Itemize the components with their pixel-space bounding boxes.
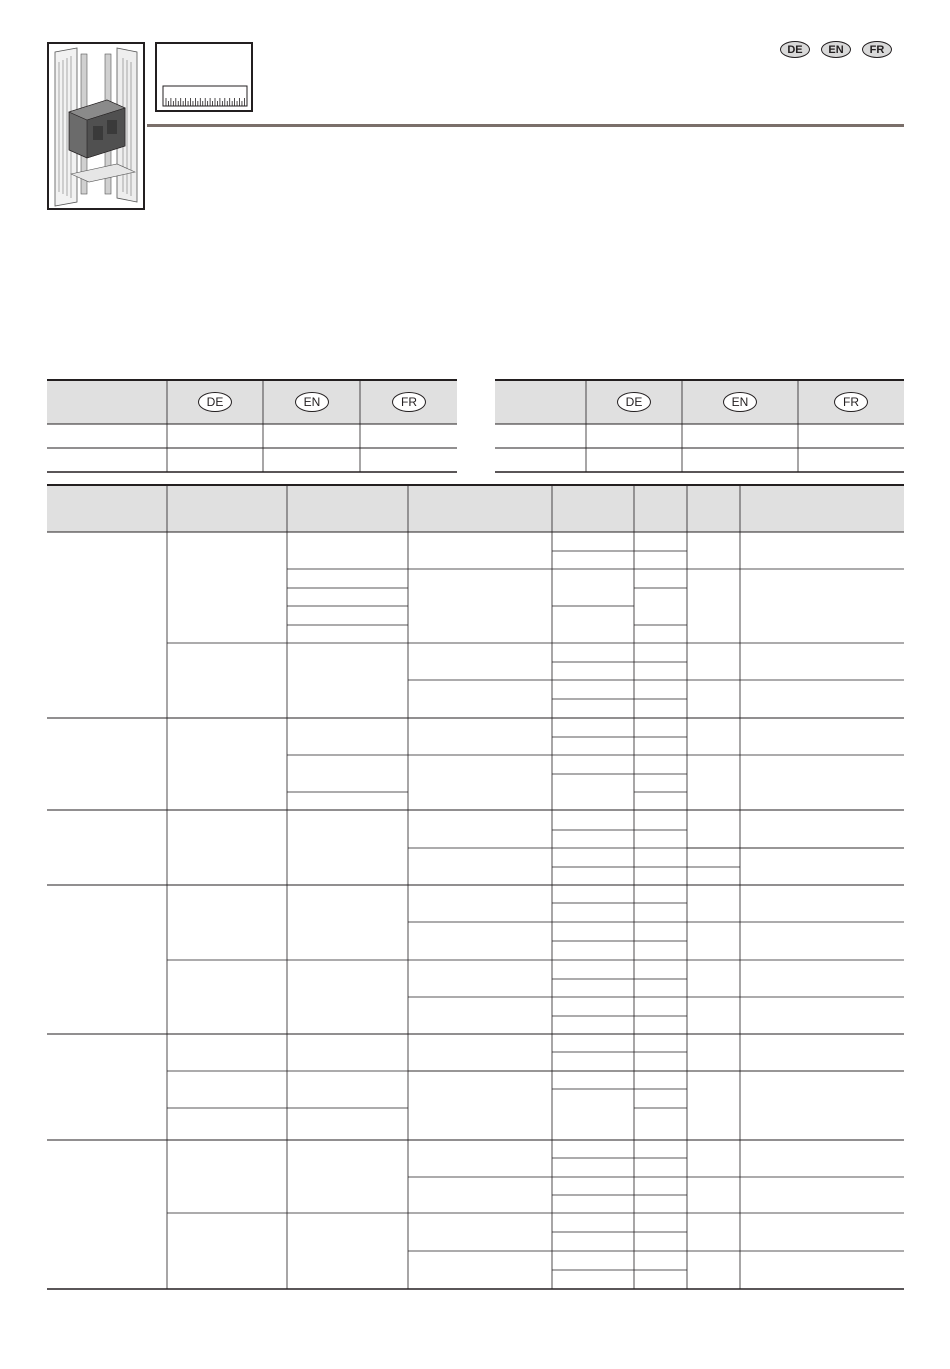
product-illustration — [47, 42, 145, 210]
title-rule — [147, 124, 904, 127]
language-badge-fr: FR — [862, 41, 892, 58]
language-badge-en: EN — [821, 41, 851, 58]
specification-table — [47, 484, 904, 1290]
language-badge-en: EN — [723, 392, 757, 412]
language-badge-fr: FR — [834, 392, 868, 412]
language-table-right — [495, 379, 904, 473]
language-badge-de: DE — [198, 392, 232, 412]
language-badge-de: DE — [780, 41, 810, 58]
language-badge-en: EN — [295, 392, 329, 412]
ruler-icon — [157, 44, 251, 110]
language-badges — [780, 41, 905, 63]
specification-table-grid — [47, 484, 904, 1290]
language-badge-fr: FR — [392, 392, 426, 412]
breaker-in-cabinet-illustration — [47, 42, 145, 210]
ruler-box — [155, 42, 253, 112]
language-badge-de: DE — [617, 392, 651, 412]
language-table-left — [47, 379, 457, 473]
